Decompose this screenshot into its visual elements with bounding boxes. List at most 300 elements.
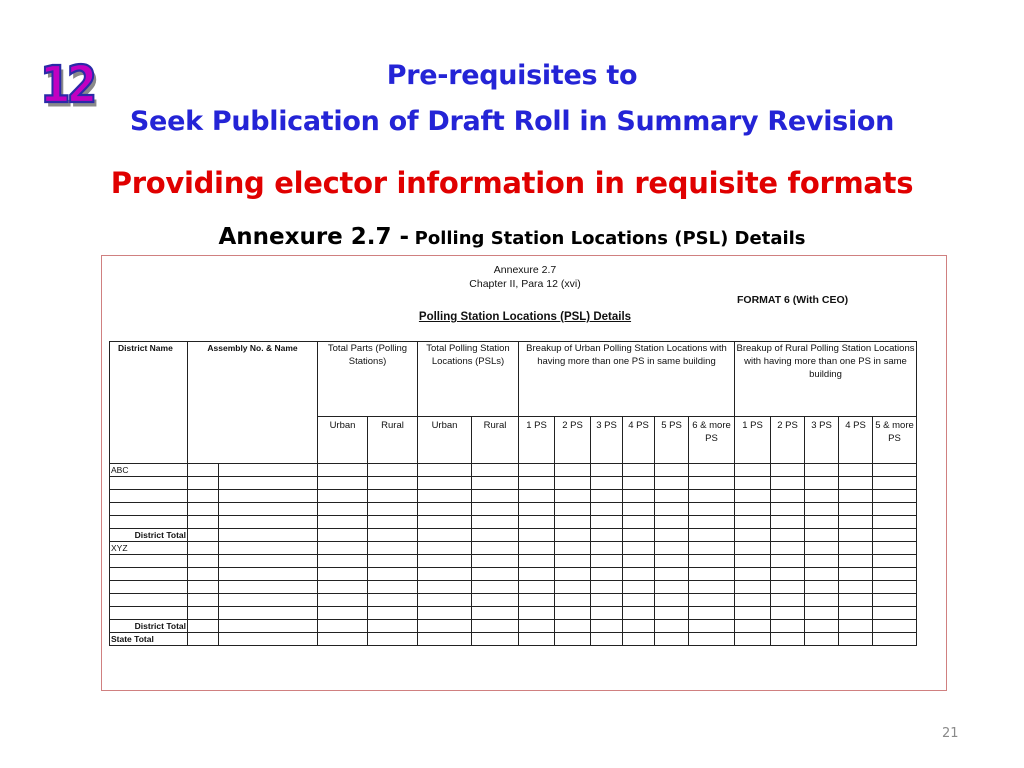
table-cell — [555, 607, 591, 620]
table-cell — [368, 477, 418, 490]
table-cell — [735, 620, 771, 633]
table-cell — [805, 477, 839, 490]
district-name-header: District Name — [110, 342, 188, 464]
table-cell — [591, 542, 623, 555]
table-cell — [591, 555, 623, 568]
table-cell — [805, 594, 839, 607]
table-row — [110, 568, 917, 581]
table-cell — [771, 633, 805, 646]
table-cell — [188, 581, 219, 594]
table-cell — [655, 633, 689, 646]
table-cell — [318, 607, 368, 620]
table-cell — [418, 477, 472, 490]
table-cell — [623, 594, 655, 607]
table-cell — [519, 581, 555, 594]
table-cell — [418, 503, 472, 516]
table-cell — [689, 529, 735, 542]
table-cell — [555, 477, 591, 490]
table-cell — [735, 581, 771, 594]
table-cell — [771, 581, 805, 594]
table-cell — [368, 555, 418, 568]
table-cell — [873, 581, 917, 594]
table-cell — [655, 620, 689, 633]
table-cell — [623, 529, 655, 542]
assembly-header: Assembly No. & Name — [188, 342, 318, 464]
table-cell — [519, 464, 555, 477]
table-row — [110, 516, 917, 529]
table-cell — [318, 633, 368, 646]
table-cell — [873, 516, 917, 529]
table-cell — [839, 633, 873, 646]
table-cell — [418, 633, 472, 646]
table-cell — [219, 542, 318, 555]
table-cell — [368, 633, 418, 646]
row-label-cell — [110, 516, 188, 529]
table-cell — [655, 529, 689, 542]
table-cell — [839, 477, 873, 490]
table-cell — [368, 503, 418, 516]
table-cell — [519, 555, 555, 568]
table-cell — [839, 529, 873, 542]
rural-3ps-header: 3 PS — [805, 417, 839, 464]
table-cell — [368, 594, 418, 607]
table-cell — [771, 555, 805, 568]
table-cell — [418, 607, 472, 620]
table-cell — [873, 529, 917, 542]
table-row — [110, 542, 917, 555]
table-cell — [519, 529, 555, 542]
table-cell — [555, 568, 591, 581]
table-cell — [555, 620, 591, 633]
table-cell — [555, 555, 591, 568]
table-cell — [689, 555, 735, 568]
table-cell — [219, 607, 318, 620]
table-cell — [472, 607, 519, 620]
table-cell — [735, 542, 771, 555]
table-cell — [839, 581, 873, 594]
table-cell — [368, 529, 418, 542]
table-cell — [735, 529, 771, 542]
table-cell — [623, 607, 655, 620]
table-cell — [805, 633, 839, 646]
table-cell — [735, 607, 771, 620]
table-cell — [839, 568, 873, 581]
rural-5more-header: 5 & more PS — [873, 417, 917, 464]
table-cell — [735, 516, 771, 529]
table-cell — [188, 542, 219, 555]
table-cell — [771, 568, 805, 581]
table-cell — [735, 594, 771, 607]
table-cell — [219, 529, 318, 542]
annexure-heading-prefix: Annexure 2.7 - — [218, 224, 410, 250]
row-label-cell — [110, 477, 188, 490]
table-cell — [623, 568, 655, 581]
table-cell — [805, 503, 839, 516]
table-cell — [555, 464, 591, 477]
table-cell — [771, 542, 805, 555]
psl-details-table — [109, 341, 917, 646]
table-cell — [689, 633, 735, 646]
table-cell — [655, 516, 689, 529]
row-label-cell — [110, 581, 188, 594]
table-cell — [873, 542, 917, 555]
annexure-heading — [0, 224, 1024, 250]
table-cell — [418, 490, 472, 503]
urban-breakup-header: Breakup of Urban Polling Station Locations with having more than one PS in same building — [519, 342, 735, 417]
table-cell — [735, 477, 771, 490]
table-cell — [318, 516, 368, 529]
table-cell — [771, 516, 805, 529]
table-cell — [771, 594, 805, 607]
urban-3ps-header: 3 PS — [591, 417, 623, 464]
urban-1ps-header: 1 PS — [519, 417, 555, 464]
table-cell — [873, 568, 917, 581]
table-cell — [188, 503, 219, 516]
table-cell — [771, 607, 805, 620]
table-cell — [839, 542, 873, 555]
table-cell — [219, 516, 318, 529]
table-cell — [318, 568, 368, 581]
doc-annexure-label: Annexure 2.7 — [493, 264, 557, 276]
table-cell — [591, 516, 623, 529]
table-cell — [839, 620, 873, 633]
table-cell — [219, 568, 318, 581]
table-cell — [472, 516, 519, 529]
table-cell — [418, 464, 472, 477]
table-cell — [771, 529, 805, 542]
table-cell — [873, 464, 917, 477]
table-cell — [368, 607, 418, 620]
table-cell — [318, 555, 368, 568]
table-cell — [472, 490, 519, 503]
table-cell — [418, 594, 472, 607]
psl-rural-header: Rural — [472, 417, 519, 464]
slide-number-badge: 12 — [40, 56, 94, 115]
row-label-cell — [110, 503, 188, 516]
table-row — [110, 633, 917, 646]
table-cell — [655, 594, 689, 607]
table-cell — [418, 555, 472, 568]
table-cell — [318, 503, 368, 516]
row-label-cell — [110, 555, 188, 568]
table-cell — [368, 542, 418, 555]
table-cell — [188, 568, 219, 581]
annexure-heading-text: Polling Station Locations (PSL) Details — [414, 228, 806, 249]
table-cell — [735, 555, 771, 568]
table-cell — [839, 516, 873, 529]
table-cell — [591, 620, 623, 633]
table-cell — [655, 555, 689, 568]
table-cell — [805, 555, 839, 568]
table-cell — [689, 516, 735, 529]
rural-1ps-header: 1 PS — [735, 417, 771, 464]
table-cell — [623, 503, 655, 516]
table-cell — [591, 490, 623, 503]
table-cell — [219, 503, 318, 516]
table-cell — [655, 490, 689, 503]
table-cell — [519, 633, 555, 646]
table-cell — [873, 503, 917, 516]
table-cell — [368, 620, 418, 633]
table-cell — [318, 529, 368, 542]
table-row — [110, 477, 917, 490]
table-cell — [318, 581, 368, 594]
table-cell — [219, 620, 318, 633]
table-cell — [472, 503, 519, 516]
row-label-cell: District Total — [110, 529, 188, 542]
table-cell — [519, 607, 555, 620]
table-cell — [771, 620, 805, 633]
rural-breakup-header: Breakup of Rural Polling Station Locations with having more than one PS in same building — [735, 342, 917, 417]
table-cell — [219, 477, 318, 490]
table-cell — [555, 581, 591, 594]
urban-5ps-header: 5 PS — [655, 417, 689, 464]
table-cell — [555, 529, 591, 542]
table-cell — [418, 542, 472, 555]
row-label-cell — [110, 490, 188, 503]
table-cell — [591, 503, 623, 516]
doc-format-label: FORMAT 6 (With CEO) — [737, 294, 849, 306]
total-psl-header: Total Polling Station Locations (PSLs) — [418, 342, 519, 417]
table-cell — [839, 490, 873, 503]
table-cell — [472, 633, 519, 646]
table-cell — [555, 542, 591, 555]
table-cell — [418, 568, 472, 581]
table-cell — [623, 490, 655, 503]
row-label-cell: District Total — [110, 620, 188, 633]
psl-urban-header: Urban — [418, 417, 472, 464]
table-body — [110, 464, 917, 646]
table-cell — [873, 620, 917, 633]
table-cell — [472, 477, 519, 490]
table-cell — [418, 620, 472, 633]
table-cell — [735, 633, 771, 646]
row-label-cell: State Total — [110, 633, 188, 646]
table-cell — [318, 490, 368, 503]
table-cell — [591, 568, 623, 581]
doc-title — [102, 311, 948, 323]
table-cell — [735, 503, 771, 516]
table-cell — [591, 581, 623, 594]
table-cell — [689, 503, 735, 516]
table-cell — [219, 555, 318, 568]
table-cell — [771, 477, 805, 490]
table-cell — [519, 516, 555, 529]
doc-chapter-label: Chapter II, Para 12 (xvi) — [469, 278, 581, 290]
table-cell — [805, 516, 839, 529]
table-cell — [188, 529, 219, 542]
table-cell — [188, 555, 219, 568]
table-cell — [689, 464, 735, 477]
urban-2ps-header: 2 PS — [555, 417, 591, 464]
table-row — [110, 581, 917, 594]
table-cell — [418, 581, 472, 594]
table-cell — [188, 620, 219, 633]
table-cell — [555, 633, 591, 646]
table-header-row — [110, 342, 917, 417]
table-cell — [472, 555, 519, 568]
row-label-cell: XYZ — [110, 542, 188, 555]
table-row — [110, 620, 917, 633]
table-cell — [519, 620, 555, 633]
table-cell — [318, 542, 368, 555]
table-cell — [873, 633, 917, 646]
table-cell — [219, 490, 318, 503]
table-cell — [805, 607, 839, 620]
table-cell — [771, 464, 805, 477]
table-cell — [839, 607, 873, 620]
table-cell — [591, 464, 623, 477]
urban-4ps-header: 4 PS — [623, 417, 655, 464]
table-cell — [591, 633, 623, 646]
table-cell — [623, 477, 655, 490]
table-cell — [805, 581, 839, 594]
table-cell — [805, 529, 839, 542]
table-cell — [735, 490, 771, 503]
table-cell — [555, 516, 591, 529]
table-cell — [188, 516, 219, 529]
table-cell — [591, 529, 623, 542]
row-label-cell — [110, 568, 188, 581]
table-cell — [623, 516, 655, 529]
parts-rural-header: Rural — [368, 417, 418, 464]
table-cell — [839, 464, 873, 477]
table-cell — [555, 594, 591, 607]
table-cell — [219, 581, 318, 594]
table-cell — [655, 464, 689, 477]
table-cell — [689, 594, 735, 607]
table-cell — [805, 542, 839, 555]
table-cell — [689, 581, 735, 594]
table-cell — [655, 568, 689, 581]
table-cell — [519, 542, 555, 555]
table-cell — [689, 490, 735, 503]
doc-title-text: Polling Station Locations (PSL) Details — [418, 311, 632, 323]
title-line-1: Pre-requisites to — [386, 60, 638, 91]
table-cell — [472, 568, 519, 581]
table-cell — [555, 503, 591, 516]
table-cell — [472, 542, 519, 555]
table-cell — [689, 477, 735, 490]
table-cell — [472, 581, 519, 594]
table-cell — [655, 581, 689, 594]
total-parts-header: Total Parts (Polling Stations) — [318, 342, 418, 417]
table-cell — [418, 529, 472, 542]
table-row — [110, 555, 917, 568]
table-cell — [368, 581, 418, 594]
table-cell — [472, 529, 519, 542]
table-cell — [805, 464, 839, 477]
table-cell — [623, 633, 655, 646]
table-cell — [873, 594, 917, 607]
table-row — [110, 464, 917, 477]
table-cell — [735, 464, 771, 477]
table-cell — [318, 620, 368, 633]
table-cell — [805, 620, 839, 633]
table-cell — [519, 568, 555, 581]
table-cell — [839, 594, 873, 607]
table-cell — [368, 490, 418, 503]
table-cell — [318, 594, 368, 607]
table-cell — [655, 607, 689, 620]
table-cell — [519, 594, 555, 607]
table-row — [110, 490, 917, 503]
table-cell — [472, 594, 519, 607]
parts-urban-header: Urban — [318, 417, 368, 464]
subtitle: Providing elector information in requisite formats — [110, 166, 914, 200]
table-cell — [519, 490, 555, 503]
table-cell — [689, 568, 735, 581]
table-cell — [623, 464, 655, 477]
row-label-cell — [110, 594, 188, 607]
table-cell — [735, 568, 771, 581]
table-cell — [839, 503, 873, 516]
table-cell — [368, 516, 418, 529]
table-cell — [623, 542, 655, 555]
table-cell — [655, 542, 689, 555]
table-cell — [591, 477, 623, 490]
row-label-cell — [110, 607, 188, 620]
table-cell — [689, 542, 735, 555]
table-cell — [805, 568, 839, 581]
table-cell — [655, 477, 689, 490]
table-cell — [472, 464, 519, 477]
table-cell — [318, 464, 368, 477]
table-cell — [519, 477, 555, 490]
table-cell — [873, 555, 917, 568]
table-cell — [689, 607, 735, 620]
table-cell — [805, 490, 839, 503]
table-cell — [771, 490, 805, 503]
table-cell — [519, 503, 555, 516]
table-row — [110, 607, 917, 620]
page-number: 21 — [942, 726, 959, 741]
table-cell — [219, 464, 318, 477]
table-cell — [188, 607, 219, 620]
table-row — [110, 503, 917, 516]
table-row — [110, 529, 917, 542]
table-cell — [623, 581, 655, 594]
table-cell — [219, 594, 318, 607]
title-line-2: Seek Publication of Draft Roll in Summary Revision — [129, 106, 895, 137]
document-image-frame — [101, 255, 947, 691]
table-cell — [839, 555, 873, 568]
table-cell — [873, 607, 917, 620]
table-cell — [555, 490, 591, 503]
table-cell — [623, 620, 655, 633]
table-cell — [188, 477, 219, 490]
row-label-cell: ABC — [110, 464, 188, 477]
table-cell — [873, 490, 917, 503]
table-cell — [873, 477, 917, 490]
table-cell — [219, 633, 318, 646]
rural-4ps-header: 4 PS — [839, 417, 873, 464]
table-cell — [771, 503, 805, 516]
table-cell — [188, 464, 219, 477]
table-cell — [188, 594, 219, 607]
table-cell — [188, 490, 219, 503]
table-cell — [318, 477, 368, 490]
table-cell — [591, 594, 623, 607]
table-cell — [591, 607, 623, 620]
table-cell — [368, 568, 418, 581]
table-cell — [655, 503, 689, 516]
table-cell — [368, 464, 418, 477]
table-cell — [623, 555, 655, 568]
table-cell — [689, 620, 735, 633]
urban-6more-header: 6 & more PS — [689, 417, 735, 464]
table-row — [110, 594, 917, 607]
